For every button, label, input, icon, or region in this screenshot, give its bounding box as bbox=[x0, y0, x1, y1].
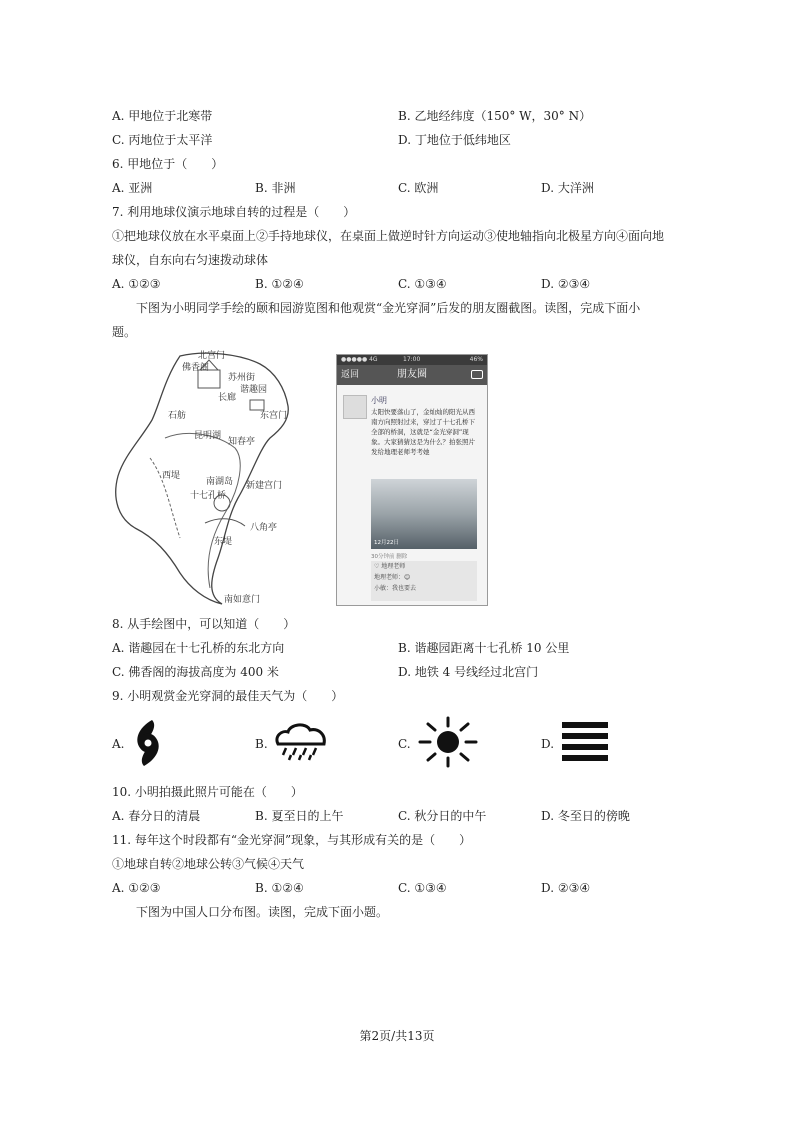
intro1-line2: 题。 bbox=[112, 325, 137, 339]
back-button: 返回 bbox=[341, 370, 360, 380]
like-entry: ♡ 地理老师 bbox=[374, 563, 406, 570]
map-label-kunming: 昆明湖 bbox=[194, 431, 222, 441]
map-label-nanhu: 南湖岛 bbox=[206, 477, 234, 487]
q9-option-b: B. bbox=[255, 737, 268, 751]
q11-option-d: D. ②③④ bbox=[541, 881, 591, 895]
sun-icon bbox=[418, 716, 478, 768]
summer-palace-map bbox=[110, 348, 302, 610]
battery-indicator: 46% bbox=[469, 356, 483, 363]
post-text: 太阳快要落山了，金灿灿的阳光从西南方向照射过来，穿过了十七孔桥下全部的桥洞，这就是“金光穿洞”现象。大家猜猜这是为什么？拍张照片发给地理老师考考她 bbox=[371, 408, 475, 456]
q9-option-c: C. bbox=[398, 737, 411, 751]
map-label-east-dike: 东堤 bbox=[214, 537, 233, 547]
q6-option-d: D. 大洋洲 bbox=[541, 181, 594, 195]
map-label-suzhou: 苏州街 bbox=[228, 373, 256, 383]
q6-option-c: C. 欧洲 bbox=[398, 181, 439, 195]
q5-option-a: A. 甲地位于北寒带 bbox=[112, 109, 213, 123]
map-label-south-gate: 南如意门 bbox=[224, 595, 261, 605]
q7-steps-line1: ①把地球仪放在水平桌面上②手持地球仪，在桌面上做逆时针方向运动③使地轴指向北极星方向④面向地 bbox=[112, 229, 665, 243]
map-label-west-dike: 西堤 bbox=[162, 471, 181, 481]
q10-option-b: B. 夏至日的上午 bbox=[255, 809, 344, 823]
status-bar bbox=[337, 355, 487, 365]
q5-option-d: D. 丁地位于低纬地区 bbox=[398, 133, 511, 147]
signal-indicator: ●●●●● 4G bbox=[341, 356, 378, 363]
q7-stem: 7. 利用地球仪演示地球自转的过程是（ ） bbox=[112, 205, 356, 219]
nav-title: 朋友圈 bbox=[397, 369, 427, 380]
q8-option-d: D. 地铁 4 号线经过北宫门 bbox=[398, 665, 539, 679]
q7-option-d: D. ②③④ bbox=[541, 277, 591, 291]
likes-comments bbox=[371, 561, 477, 601]
q11-stem: 11. 每年这个时段都有“金光穿洞”现象，与其形成有关的是（ ） bbox=[112, 833, 472, 847]
map-label-xiqu: 谐趣园 bbox=[240, 385, 268, 395]
post-photo bbox=[371, 479, 477, 549]
nav-bar bbox=[337, 365, 487, 385]
q11-option-c: C. ①③④ bbox=[398, 881, 447, 895]
q6-stem: 6. 甲地位于（ ） bbox=[112, 157, 224, 171]
q9-option-d: D. bbox=[541, 737, 555, 751]
comment-1: 地理老师：😊 bbox=[374, 574, 411, 581]
q9-stem: 9. 小明观赏金光穿洞的最佳天气为（ ） bbox=[112, 689, 344, 703]
q5-option-c: C. 丙地位于太平洋 bbox=[112, 133, 213, 147]
map-label-bajiao: 八角亭 bbox=[250, 523, 278, 533]
q6-option-a: A. 亚洲 bbox=[112, 181, 153, 195]
q10-stem: 10. 小明拍摄此照片可能在（ ） bbox=[112, 785, 303, 799]
q8-option-c: C. 佛香阁的海拔高度为 400 米 bbox=[112, 665, 279, 679]
map-label-changlang: 长廊 bbox=[218, 393, 237, 403]
rain-cloud-icon bbox=[272, 722, 328, 762]
wechat-moments-screenshot bbox=[336, 354, 488, 606]
q7-option-b: B. ①②④ bbox=[255, 277, 304, 291]
page-number: 第2页/共13页 bbox=[359, 1029, 435, 1043]
q5-option-b: B. 乙地经纬度（150° W，30° N） bbox=[398, 109, 592, 123]
status-time: 17:00 bbox=[403, 356, 421, 363]
fog-icon bbox=[560, 720, 610, 762]
q9-option-a: A. bbox=[112, 737, 125, 751]
q11-factors: ①地球自转②地球公转③气候④天气 bbox=[112, 857, 305, 871]
map-label-bridge: 十七孔桥 bbox=[190, 491, 227, 501]
comment-2: 小敏：我也要去 bbox=[374, 585, 417, 592]
map-label-zhichun: 知春亭 bbox=[228, 437, 256, 447]
q7-option-a: A. ①②③ bbox=[112, 277, 161, 291]
q6-option-b: B. 非洲 bbox=[255, 181, 296, 195]
q11-option-b: B. ①②④ bbox=[255, 881, 304, 895]
intro1-line1: 下图为小明同学手绘的颐和园游览图和他观赏“金光穿洞”后发的朋友圈截图。读图，完成下面小 bbox=[136, 301, 641, 315]
map-label-foxiang: 佛香阁 bbox=[182, 363, 210, 373]
q8-option-b: B. 谐趣园距离十七孔桥 10 公里 bbox=[398, 641, 570, 655]
q11-option-a: A. ①②③ bbox=[112, 881, 161, 895]
map-label-north-gate: 北宫门 bbox=[198, 351, 226, 361]
q10-option-a: A. 春分日的清晨 bbox=[112, 809, 201, 823]
intro2: 下图为中国人口分布图。读图，完成下面小题。 bbox=[136, 905, 389, 919]
post-meta: 30分钟前 删除 bbox=[371, 554, 408, 560]
map-label-east-gate: 东宫门 bbox=[260, 411, 288, 421]
q7-steps-line2: 球仪，自东向右匀速拨动球体 bbox=[112, 253, 269, 267]
post-user: 小明 bbox=[371, 396, 387, 405]
photo-date: 12月22日 bbox=[374, 540, 399, 546]
map-label-new-gate: 新建宫门 bbox=[246, 481, 283, 491]
typhoon-icon bbox=[130, 718, 166, 768]
q10-option-d: D. 冬至日的傍晚 bbox=[541, 809, 630, 823]
camera-icon bbox=[471, 370, 483, 379]
q8-option-a: A. 谐趣园在十七孔桥的东北方向 bbox=[112, 641, 285, 655]
map-label-shifang: 石舫 bbox=[168, 411, 187, 421]
q10-option-c: C. 秋分日的中午 bbox=[398, 809, 487, 823]
q7-option-c: C. ①③④ bbox=[398, 277, 447, 291]
q8-stem: 8. 从手绘图中，可以知道（ ） bbox=[112, 617, 296, 631]
avatar bbox=[343, 395, 367, 419]
